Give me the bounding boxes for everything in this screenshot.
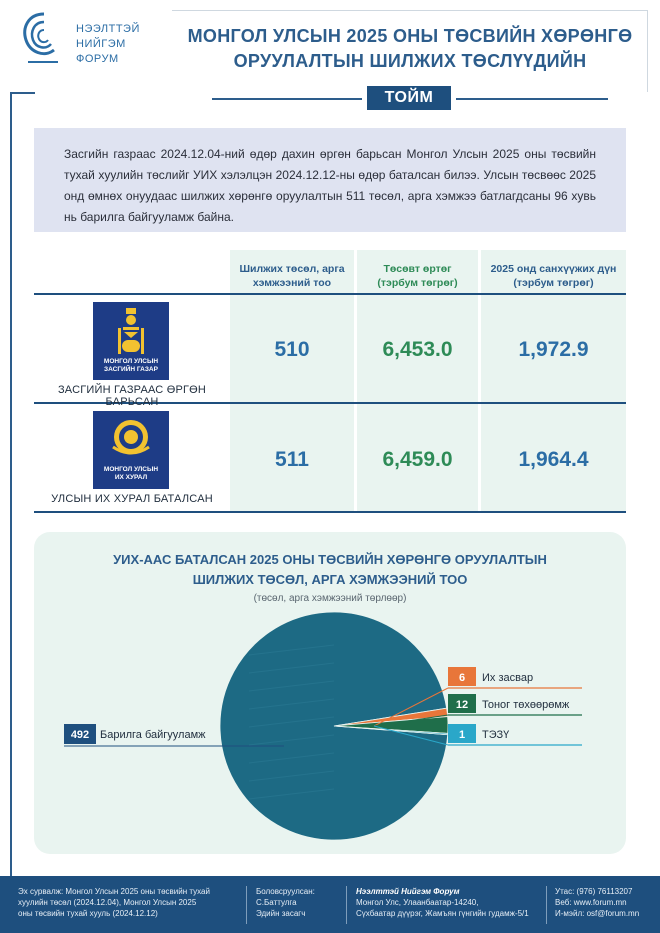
pie-label-text: Их засвар bbox=[482, 672, 534, 684]
badge-line-left bbox=[212, 98, 362, 100]
footer-contacts bbox=[555, 886, 655, 919]
pie-label-text: Барилга байгууламж bbox=[100, 729, 206, 741]
column-header-cost bbox=[357, 262, 478, 290]
footer-source-line-1: Эх сурвалж: Монгол Улсын 2025 оны төсвийн тухай bbox=[18, 887, 210, 896]
pie-label-value: 1 bbox=[458, 729, 466, 741]
footer-web-link[interactable]: Веб: www.forum.mn bbox=[555, 898, 627, 907]
pie-label-value: 492 bbox=[70, 729, 90, 741]
chart-title bbox=[34, 550, 626, 590]
row2-funding: 1,964.4 bbox=[518, 448, 589, 471]
footer-author-line-2: С.Баттулга bbox=[256, 898, 297, 907]
footer-organization bbox=[356, 886, 546, 919]
logo-line-3: ФОРУМ bbox=[76, 53, 119, 65]
frame-top-line bbox=[10, 92, 35, 94]
frame-left-line bbox=[10, 92, 12, 877]
badge-line-right bbox=[456, 98, 608, 100]
row1-count: 510 bbox=[274, 338, 310, 361]
footer-email-link[interactable]: И-мэйл: osf@forum.mn bbox=[555, 909, 640, 918]
chart-title-line-2: ШИЛЖИХ ТӨСӨЛ, АРГА ХЭМЖЭЭНИЙ ТОО bbox=[192, 572, 468, 587]
pie-label-value: 6 bbox=[458, 672, 466, 684]
chart-subtitle: (төсөл, арга хэмжээний төрлөөр) bbox=[253, 593, 407, 604]
footer-author bbox=[256, 886, 346, 919]
footer bbox=[0, 876, 660, 933]
pie-label-text: Тоног төхөөрөмж bbox=[482, 699, 570, 711]
summary-badge: ТОЙМ bbox=[367, 86, 451, 110]
emblem-caption-1a: МОНГОЛ УЛСЫН bbox=[103, 358, 159, 365]
parliament-emblem bbox=[93, 411, 169, 489]
table-divider-3 bbox=[34, 511, 626, 513]
footer-author-line-3: Эдийн засагч bbox=[256, 909, 306, 918]
header-cost-line-2: (тэрбум төгрөг) bbox=[377, 277, 458, 289]
row1-cost: 6,453.0 bbox=[382, 338, 453, 361]
government-emblem bbox=[93, 302, 169, 380]
pie-chart bbox=[34, 600, 626, 850]
logo-line-1: НЭЭЛТТЭЙ bbox=[76, 23, 140, 35]
footer-author-line-1: Боловсруулсан: bbox=[256, 887, 315, 896]
row2-cost: 6,459.0 bbox=[382, 448, 453, 471]
footer-separator-3 bbox=[546, 886, 547, 924]
footer-phone: Утас: (976) 76113207 bbox=[555, 887, 633, 896]
footer-org-line-2: Монгол Улс, Улаанбаатар-14240, bbox=[356, 898, 479, 907]
logo-text bbox=[76, 22, 140, 67]
title-line-1: МОНГОЛ УЛСЫН 2025 ОНЫ ТӨСВИЙН ХӨРӨНГӨ bbox=[187, 26, 633, 46]
badge-row bbox=[212, 86, 608, 110]
footer-source bbox=[18, 886, 248, 919]
header-cost-line-1: Төсөвт өртөг bbox=[383, 263, 452, 275]
footer-source-line-3: оны төсвийн тухай хууль (2024.12.12) bbox=[18, 909, 158, 918]
header-count-line-1: Шилжих төсөл, арга bbox=[239, 263, 345, 275]
chart-title-line-1: УИХ-ААС БАТАЛСАН 2025 ОНЫ ТӨСВИЙН ХӨРӨНГӨ ОРУУЛАЛТЫН bbox=[113, 552, 547, 567]
footer-org-name: Нээлттэй Нийгэм Форум bbox=[356, 887, 460, 896]
column-header-count bbox=[230, 262, 354, 290]
row-label-parliament: УЛСЫН ИХ ХУРАЛ БАТАЛСАН bbox=[51, 493, 213, 505]
footer-source-line-2: хуулийн төсөл (2024.12.04), Монгол Улсын 2025 bbox=[18, 898, 197, 907]
emblem-caption-2a: МОНГОЛ УЛСЫН bbox=[103, 466, 159, 473]
footer-separator-1 bbox=[246, 886, 247, 924]
table-divider-1 bbox=[34, 293, 626, 295]
title-line-2: ОРУУЛАЛТЫН ШИЛЖИХ ТӨСЛҮҮДИЙН bbox=[233, 51, 587, 71]
logo bbox=[18, 10, 168, 70]
page-title bbox=[180, 24, 640, 74]
header-funding-line-2: (тэрбум төгрөг) bbox=[513, 277, 594, 289]
emblem-caption-1b: ЗАСГИЙН ГАЗАР bbox=[104, 366, 158, 373]
row2-count: 511 bbox=[275, 448, 309, 471]
forum-logo-icon bbox=[18, 10, 70, 68]
row1-funding: 1,972.9 bbox=[518, 338, 589, 361]
footer-org-line-3: Сүхбаатар дүүрэг, Жамъян гүнгийн гудамж-5/1 bbox=[356, 909, 529, 918]
header-count-line-2: хэмжээний тоо bbox=[252, 277, 332, 289]
column-header-funding bbox=[481, 262, 626, 290]
footer-separator-2 bbox=[346, 886, 347, 924]
pie-label-value: 12 bbox=[455, 699, 469, 711]
emblem-caption-2b: ИХ ХУРАЛ bbox=[114, 474, 148, 481]
pie-label-text: ТЭЗҮ bbox=[482, 729, 510, 741]
row-label-government: ЗАСГИЙН ГАЗРААС ӨРГӨН БАРЬСАН bbox=[57, 384, 207, 408]
logo-line-2: НИЙГЭМ bbox=[76, 38, 126, 50]
header-funding-line-1: 2025 онд санхүүжих дүн bbox=[490, 263, 617, 275]
summary-text: Засгийн газраас 2024.12.04-ний өдөр дахин өргөн барьсан Монгол Улсын 2025 оны төсвийн тухай хуулийн төслийг УИХ хэлэлцэн 2024.12.12-ны өдөр баталсан билээ. Улсын төсвөөс 2025 онд өмнөх онуудаас шилжих хөрөнгө оруулалтын 511 төсөл, арга хэмжээ батлагдсаны 96 хувь нь барилга байгууламж байна. bbox=[34, 128, 626, 232]
